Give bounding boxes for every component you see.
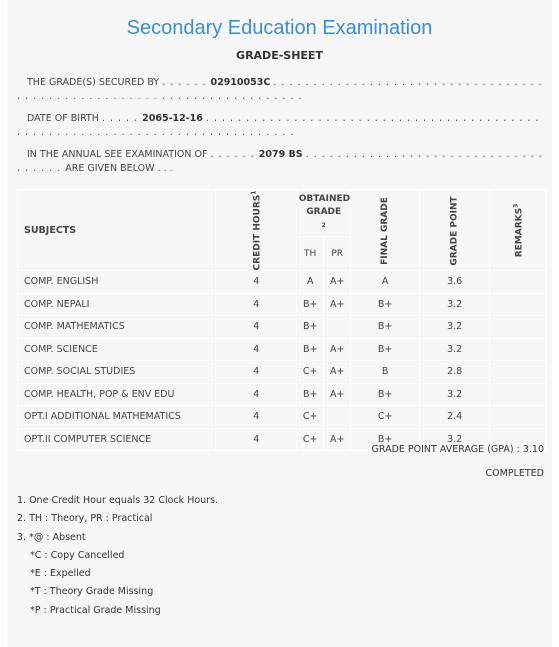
obtained-grade-header: OBTAINED GRADE$^2$ (297, 190, 351, 237)
secured-by-label: THE GRADE(S) SECURED BY (27, 77, 160, 88)
remarks (490, 361, 547, 384)
practical-grade (324, 406, 351, 429)
credit-hours: 4 (216, 293, 297, 316)
practical-grade: A+ (324, 338, 351, 361)
grade-point: 3.6 (420, 271, 490, 294)
grade-point: 3.2 (420, 383, 490, 406)
credit-hours: 4 (216, 338, 297, 361)
pr-header: PR (324, 237, 351, 271)
table-row (18, 338, 547, 361)
credit-hours: 4 (216, 271, 297, 294)
subject-name: COMP. NEPALI (18, 293, 216, 316)
table-row (18, 383, 547, 406)
theory-grade: B+ (297, 383, 324, 406)
grade-point: 3.2 (420, 428, 490, 451)
remarks (490, 316, 547, 339)
symbol-number: 02910053C (210, 77, 271, 88)
practical-grade: A+ (324, 383, 351, 406)
date-of-birth: 2065-12-16 (142, 113, 203, 124)
grade-point: 3.2 (420, 316, 490, 339)
footnote-item: 3. *@ : Absent (17, 531, 86, 543)
footnote-item: *P : Practical Grade Missing (30, 604, 161, 616)
subjects-header: SUBJECTS (18, 190, 216, 271)
dob-line (17, 112, 545, 140)
credit-hours: 4 (216, 406, 297, 429)
dot-leader: . . . . . . . . . . . . . . . . . . . . . . . . . . . . . . . . . . . . . . . . . . . . . . . . . . . . . . . . . . . . . . . . . . . . . . . . . . . . . (17, 113, 540, 138)
theory-grade: C+ (297, 428, 324, 451)
dot-leader: . . . . . . . . . . . . . . . . . . . . . . . . . . . . . . . . . . . . . . . . . . . . . . . . . . . . . . . . . . . . . . . . . . . . . . (17, 77, 543, 102)
subject-name: COMP. ENGLISH (18, 271, 216, 294)
theory-grade: C+ (297, 406, 324, 429)
exam-line (17, 148, 545, 176)
gpa-summary (372, 444, 544, 455)
practical-grade: A+ (324, 361, 351, 384)
theory-grade: C+ (297, 361, 324, 384)
subject-name: OPT.II COMPUTER SCIENCE (18, 428, 216, 451)
credit-hours: 4 (216, 383, 297, 406)
final-grade-header: FINAL GRADE (351, 190, 420, 271)
final-grade: B+ (351, 338, 420, 361)
exam-suffix: ARE GIVEN BELOW . . . (65, 163, 173, 174)
credit-hours: 4 (216, 316, 297, 339)
theory-grade: B+ (297, 293, 324, 316)
table-row (18, 271, 547, 294)
subject-name: COMP. MATHEMATICS (18, 316, 216, 339)
practical-grade: A+ (324, 428, 351, 451)
footnote-item: 1. One Credit Hour equals 32 Clock Hours. (17, 495, 219, 506)
final-grade: A (351, 271, 420, 294)
table-row (18, 361, 547, 384)
final-grade: C+ (351, 406, 420, 429)
remarks (490, 271, 547, 294)
table-row (18, 406, 547, 429)
secured-by-line (17, 76, 545, 104)
gpa-label: GRADE POINT AVERAGE (GPA) : (371, 444, 520, 455)
footnote-item: 2. TH : Theory, PR : Practical (17, 513, 153, 525)
subject-name: COMP. SOCIAL STUDIES (18, 361, 216, 384)
subject-name: COMP. SCIENCE (18, 338, 216, 361)
theory-grade: A (297, 271, 324, 294)
gpa-value: 3.10 (522, 444, 544, 455)
dot-leader: . . . . . (101, 113, 143, 124)
dot-leader: . . . . . . . . . . . . . . . . . . . . . . . . . . . . . . . . . . . . (17, 149, 543, 174)
grade-point: 3.2 (420, 338, 490, 361)
exam-title: Secondary Education Examination (126, 17, 433, 39)
credit-hours: 4 (216, 428, 297, 451)
grade-sheet (7, 0, 552, 647)
footnotes (17, 492, 218, 620)
remarks (490, 293, 547, 316)
result-status: COMPLETED (485, 468, 544, 479)
footnote-item: *T : Theory Grade Missing (30, 586, 154, 598)
credit-hours-header: CREDIT HOURS$^1$ (216, 190, 297, 271)
dob-label: DATE OF BIRTH (27, 113, 99, 124)
remarks-header: REMARKS$^3$ (490, 190, 547, 271)
final-grade: B (351, 361, 420, 384)
footnote-item: *E : Expelled (30, 568, 91, 580)
theory-grade: B+ (297, 338, 324, 361)
grades-table (17, 189, 547, 451)
practical-grade: A+ (324, 293, 351, 316)
grade-point: 2.4 (420, 406, 490, 429)
dot-leader: . . . . . . (162, 77, 211, 88)
final-grade: B+ (351, 383, 420, 406)
remarks (490, 338, 547, 361)
practical-grade: A+ (324, 271, 351, 294)
remarks (490, 383, 547, 406)
credit-hours: 4 (216, 361, 297, 384)
dot-leader: . . . . . . (210, 149, 259, 160)
final-grade: B+ (351, 316, 420, 339)
table-row (18, 293, 547, 316)
subject-name: COMP. HEALTH, POP & ENV EDU (18, 383, 216, 406)
theory-grade: B+ (297, 316, 324, 339)
th-header: TH (297, 237, 324, 271)
final-grade: B+ (351, 428, 420, 451)
table-row (18, 316, 547, 339)
grade-point: 3.2 (420, 293, 490, 316)
exam-label: IN THE ANNUAL SEE EXAMINATION OF (27, 149, 208, 160)
exam-year: 2079 BS (258, 149, 303, 160)
grade-point-header: GRADE POINT (420, 190, 490, 271)
grade-point: 2.8 (420, 361, 490, 384)
final-grade: B+ (351, 293, 420, 316)
practical-grade (324, 316, 351, 339)
subject-name: OPT.I ADDITIONAL MATHEMATICS (18, 406, 216, 429)
footnote-item: *C : Copy Cancelled (30, 549, 125, 561)
remarks (490, 406, 547, 429)
grade-sheet-heading: GRADE-SHEET (236, 49, 323, 62)
